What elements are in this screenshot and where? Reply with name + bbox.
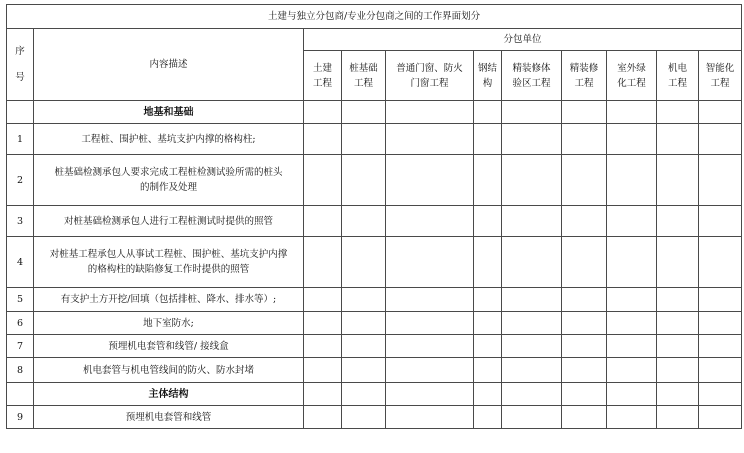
- row-number: 6: [7, 312, 34, 335]
- row-number: 9: [7, 406, 34, 429]
- header-seq-line2: 号: [15, 71, 25, 83]
- row-number: 3: [7, 206, 34, 237]
- header-description: 内容描述: [34, 29, 304, 101]
- header-seq: [7, 29, 34, 101]
- row-description: 地下室防水;: [34, 312, 304, 335]
- header-unit: 智能化 工程: [699, 51, 742, 101]
- table-row: [7, 335, 742, 358]
- work-interface-table: [6, 4, 742, 429]
- section-row: [7, 101, 742, 124]
- table-row: [7, 206, 742, 237]
- row-description: 有支护土方开挖/回填（包括排桩、降水、排水等）;: [34, 288, 304, 312]
- header-unit: 钢结 构: [474, 51, 502, 101]
- row-number: 4: [7, 237, 34, 288]
- header-unit: 普通门窗、防火 门窗工程: [386, 51, 474, 101]
- row-number: 1: [7, 124, 34, 155]
- row-description: 桩基础检测承包人要求完成工程桩检测试验所需的桩头 的制作及处理: [34, 155, 304, 206]
- table-row: [7, 155, 742, 206]
- table-row: [7, 124, 742, 155]
- row-number: 5: [7, 288, 34, 312]
- row-description: 预埋机电套管和线管: [34, 406, 304, 429]
- header-unit: 精装修 工程: [562, 51, 607, 101]
- header-seq-line1: 序: [15, 45, 25, 57]
- section-title: 主体结构: [34, 383, 304, 406]
- section-title: 地基和基础: [34, 101, 304, 124]
- table-row: [7, 406, 742, 429]
- table-row: [7, 312, 742, 335]
- row-number: 7: [7, 335, 34, 358]
- header-unit: 土建 工程: [304, 51, 342, 101]
- row-description: 工程桩、围护桩、基坑支护内撑的格构柱;: [34, 124, 304, 155]
- row-description: 预埋机电套管和线管/ 接线盒: [34, 335, 304, 358]
- header-unit: 室外绿 化工程: [607, 51, 657, 101]
- row-number: 2: [7, 155, 34, 206]
- row-description: 对桩基础检测承包人进行工程桩测试时提供的照管: [34, 206, 304, 237]
- header-unit: 精装修体 验区工程: [502, 51, 562, 101]
- row-description: 机电套管与机电管线间的防火、防水封堵: [34, 358, 304, 383]
- table-row: [7, 237, 742, 288]
- table-row: [7, 358, 742, 383]
- row-number: 8: [7, 358, 34, 383]
- table-row: [7, 288, 742, 312]
- row-description: 对桩基工程承包人从事试工程桩、围护桩、基坑支护内撑 的格构柱的缺陷修复工作时提供的照管: [34, 237, 304, 288]
- header-units-group: 分包单位: [304, 29, 742, 51]
- header-unit: 机电 工程: [657, 51, 699, 101]
- table-title: 土建与独立分包商/专业分包商之间的工作界面划分: [7, 5, 742, 29]
- section-row: [7, 383, 742, 406]
- header-unit: 桩基础 工程: [342, 51, 386, 101]
